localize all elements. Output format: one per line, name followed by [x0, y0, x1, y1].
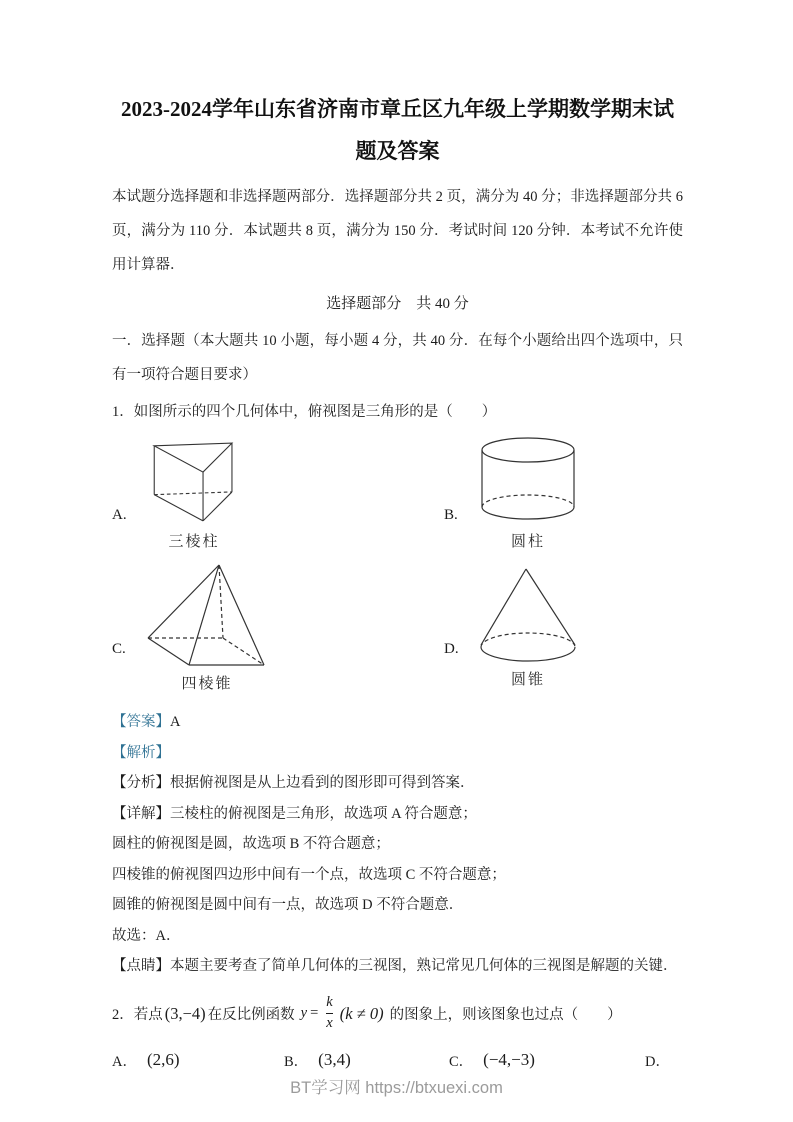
detail-line-3: 四棱锥的俯视图四边形中间有一个点，故选项 C 不符合题意；: [112, 866, 506, 883]
q2-option-b: B． (3,4): [284, 1050, 351, 1070]
option-d-letter: D.: [444, 640, 459, 657]
analysis-line: 【分析】根据俯视图是从上边看到的图形即可得到答案．: [112, 775, 475, 791]
question-2-number: 2．: [112, 1007, 134, 1023]
option-b-caption: 圆柱: [510, 534, 545, 550]
answer-label: 【答案】: [112, 714, 170, 730]
triangular-prism-icon: [146, 435, 242, 529]
question-1-stem: 1．如图所示的四个几何体中，俯视图是三角形的是（ ）: [112, 404, 497, 420]
fraction-k-over-x: $\frac{k}{x}$: [326, 994, 333, 1031]
q2-option-d: D．: [645, 1053, 670, 1070]
q2-option-a: A． (2,6): [112, 1050, 180, 1070]
page-title: 2023-2024学年山东省济南市章丘区九年级上学期数学期末试题及答案: [121, 97, 674, 163]
question-2-options: [112, 1050, 683, 1071]
given-point: (3,−4): [164, 1003, 206, 1023]
eq-equals: =: [310, 1005, 319, 1021]
detail-line-4: 圆锥的俯视图是圆中间有一点，故选项 D 不符合题意．: [112, 897, 464, 913]
eq-condition: (k ≠ 0): [339, 1003, 384, 1023]
part-one-heading: 一．选择题（本大题共 10 小题，每小题 4 分，共 40 分．在每个小题给出四个选项中，只有一项符合题目要求）: [112, 333, 683, 383]
option-a-caption: 三棱柱: [168, 534, 220, 550]
conclusion-line: 故选：A．: [112, 927, 181, 944]
footer-watermark: BT学习网 https://btxuexi.com: [290, 1079, 503, 1097]
eq-y: y: [300, 1005, 308, 1021]
question-2-stem: 2． 若点 (3,−4) 在反比例函数 y = $\frac{k}{x}$ (k ≠ 0) 的图象上，则该图象也过点（ ）: [112, 994, 622, 1031]
analysis-label-line: [112, 738, 683, 769]
question-1-solution: [112, 707, 683, 982]
square-pyramid-icon: [146, 561, 268, 671]
option-c-caption: 四棱锥: [181, 676, 233, 692]
section-heading: 选择题部分 共 40 分: [326, 296, 469, 312]
cylinder-icon: [478, 435, 578, 529]
remark-line: 【点睛】本题主要考查了简单几何体的三视图，熟记常见几何体的三视图是解题的关键．: [112, 958, 678, 974]
question-1-figures: [112, 435, 683, 693]
q2-option-c: C． (−4,−3): [449, 1050, 535, 1070]
option-c-cell: [112, 561, 444, 693]
option-d-caption: 圆锥: [510, 672, 545, 688]
option-b-letter: B.: [444, 506, 458, 523]
option-c-letter: C.: [112, 640, 126, 657]
answer-value: A: [170, 714, 181, 730]
answer-line: [112, 707, 683, 738]
exam-instructions: 本试题分选择题和非选择题两部分．选择题部分共 2 页，满分为 40 分；非选择题部分共 6 页，满分为 110 分．本试题共 8 页，满分为 150 分．考试时间 120 分钟．本考试不允许使用计算器．: [112, 189, 683, 273]
detail-line-1: 【详解】三棱柱的俯视图是三角形，故选项 A 符合题意；: [112, 805, 477, 822]
option-d-cell: [444, 561, 683, 693]
analysis-label: 【解析】: [112, 744, 170, 761]
option-a-cell: [112, 435, 444, 551]
cone-icon: [478, 565, 578, 667]
detail-line-2: 圆柱的俯视图是圆，故选项 B 不符合题意；: [112, 836, 390, 852]
option-a-letter: A.: [112, 506, 127, 523]
option-b-cell: [444, 435, 683, 551]
